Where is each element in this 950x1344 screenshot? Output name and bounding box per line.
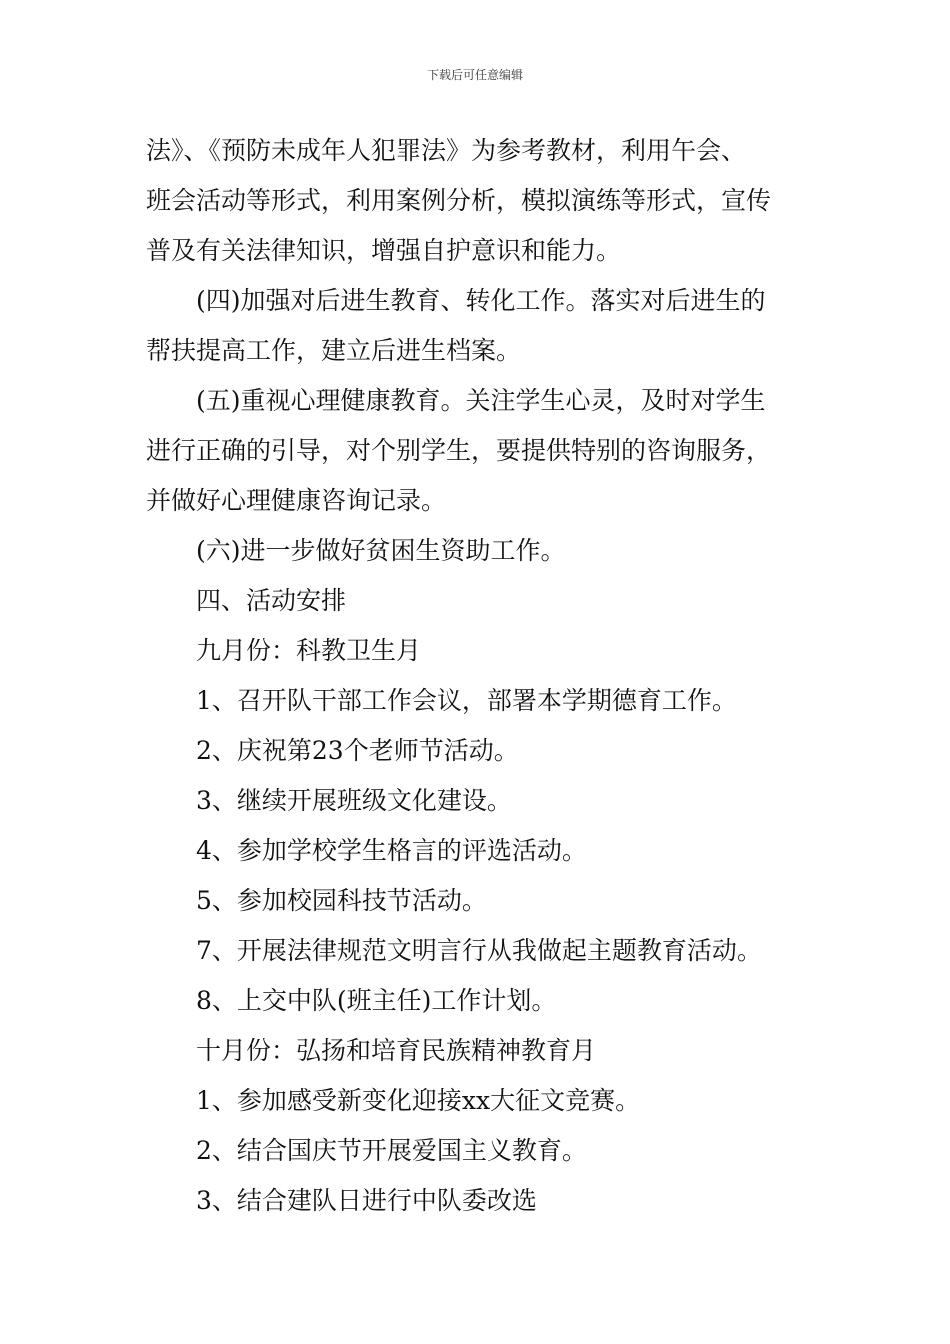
text-line: 班会活动等形式，利用案例分析，模拟演练等形式，宣传	[146, 186, 772, 215]
text-line: (五)重视心理健康教育。关注学生心灵，及时对学生	[196, 386, 766, 415]
list-item: 7、开展法律规范文明言行从我做起主题教育活动。	[196, 936, 762, 965]
month-heading: 九月份：科教卫生月	[196, 636, 422, 665]
document-body	[146, 126, 811, 1226]
list-item: 5、参加校园科技节活动。	[196, 886, 487, 915]
list-item: 8、上交中队(班主任)工作计划。	[196, 986, 557, 1015]
list-item: 2、结合国庆节开展爱国主义教育。	[196, 1136, 587, 1165]
list-item: 2、庆祝第23个老师节活动。	[196, 736, 519, 765]
text-line: 进行正确的引导，对个别学生，要提供特别的咨询服务，	[146, 436, 772, 465]
text-line: 并做好心理健康咨询记录。	[146, 486, 447, 515]
list-item: 1、参加感受新变化迎接xx大征文竞赛。	[196, 1086, 641, 1115]
text-line: 法》、《预防未成年人犯罪法》为参考教材，利用午会、	[146, 136, 747, 165]
text-line: (六)进一步做好贫困生资助工作。	[196, 536, 566, 565]
list-item: 3、继续开展班级文化建设。	[196, 786, 512, 815]
text-line: (四)加强对后进生教育、转化工作。落实对后进生的	[196, 286, 766, 315]
list-item: 3、结合建队日进行中队委改选	[196, 1186, 537, 1215]
page-header: 下载后可任意编辑	[426, 68, 523, 82]
list-item: 4、参加学校学生格言的评选活动。	[196, 836, 587, 865]
section-heading: 四、活动安排	[196, 586, 347, 615]
text-line: 普及有关法律知识，增强自护意识和能力。	[146, 236, 622, 265]
list-item: 1、召开队干部工作会议，部署本学期德育工作。	[196, 686, 737, 715]
text-line: 帮扶提高工作，建立后进生档案。	[146, 336, 522, 365]
month-heading: 十月份：弘扬和培育民族精神教育月	[196, 1036, 597, 1065]
